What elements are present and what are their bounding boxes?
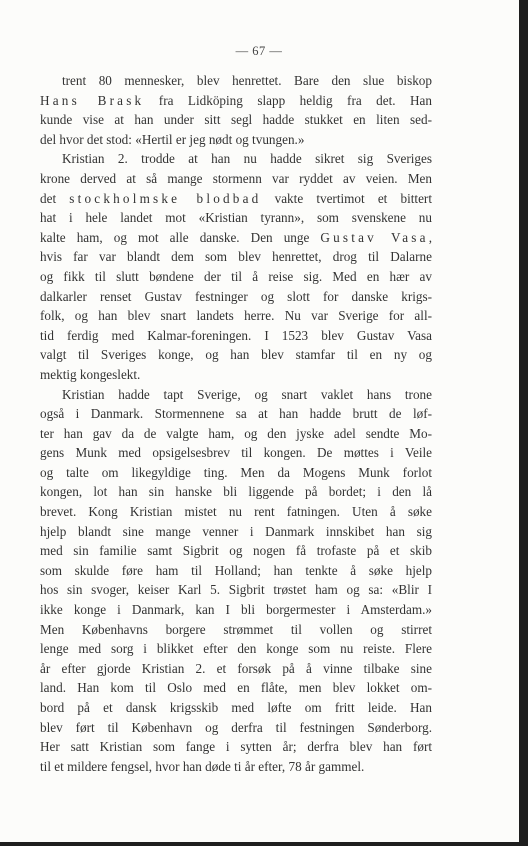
text-run: som skulde føre ham til Holland; han tenkte å søke hjelp (40, 562, 432, 578)
text-run: og fikk til slutt bøndene der til å reise sig. Med en hær av (40, 268, 432, 284)
text-run: hat i hele landet mot «Kristian tyrann», som svenskene nu (40, 210, 432, 226)
text-line (40, 208, 432, 228)
text-line (40, 365, 432, 385)
text-run: hjelp blandt sine mange venner i Danmark innskibet han sig (40, 523, 432, 539)
text-line (40, 385, 432, 405)
text-line (40, 698, 432, 718)
text-line (40, 326, 432, 346)
text-run: Kristian hadde tapt Sverige, og snart vaklet hans trone (62, 386, 432, 402)
text-line (40, 267, 432, 287)
text-line (40, 306, 432, 326)
text-run: kalte ham, og mot alle danske. Den unge (40, 229, 321, 245)
text-run: land. Han kom til Oslo med en flåte, men blev lokket om- (40, 680, 432, 696)
scan-edge-right (519, 0, 528, 846)
text-run: ter han gav da de valgte ham, og den jyske adel sendte Mo- (40, 425, 432, 441)
text-run: kongen, lot han sin hanske bli liggende på bordet; i den lå (40, 484, 432, 500)
text-run: brevet. Kong Kristian mistet nu rent fatningen. Uten å søke (40, 504, 432, 520)
text-run: hos sin svoger, keiser Karl 5. Sigbrit trøstet ham og sa: «Blir I (40, 582, 432, 598)
text-line (40, 91, 432, 111)
text-line (40, 169, 432, 189)
text-run: tid ferdig med Kalmar-foreningen. I 1523 blev Gustav Vasa (40, 327, 432, 343)
text-line (40, 71, 432, 91)
body-text (40, 71, 432, 776)
text-line (40, 620, 432, 640)
text-run: hvis far var blandt dem som blev henrettet, drog til Dalarne (40, 249, 432, 265)
text-run: blev ført til København og derfra til festningen Sønderborg. (40, 719, 432, 735)
text-run: år efter gjorde Kristian 2. et forsøk på å vinne tilbake sine (40, 660, 432, 676)
text-run: Her satt Kristian som fange i sytten år; derfra blev han ført (40, 739, 432, 755)
text-run: bord på et dansk krigsskib med løfte om fritt leide. Han (40, 700, 432, 715)
text-line (40, 541, 432, 561)
text-line (40, 149, 432, 169)
text-line (40, 659, 432, 679)
text-line (40, 600, 432, 620)
text-line (40, 228, 432, 248)
text-line (40, 522, 432, 542)
spaced-name: stockholmske blodbad (69, 190, 262, 206)
text-run: Kristian 2. trodde at han nu hadde sikret sig Sveriges (62, 151, 432, 167)
text-line (40, 424, 432, 444)
paragraph-3 (40, 385, 432, 777)
text-run: også i Danmark. Stormennene sa at han hadde brutt de løf- (40, 406, 432, 422)
text-line (40, 737, 432, 757)
text-run: krone derved at så mange stormenn var ryddet av veien. Men (40, 170, 432, 186)
text-line (40, 404, 432, 424)
text-run: det (40, 190, 70, 206)
scan-edge-bottom (0, 842, 528, 846)
text-run: Men Københavns borgere strømmet til vollen og stirret (40, 621, 432, 637)
text-run: del hvor det stod: «Hertil er jeg nødt og tvungen.» (40, 131, 305, 147)
text-run: kunde vise at han under sitt segl hadde stukket en liten sed- (40, 112, 432, 128)
text-run: vakte tvertimot et bittert (261, 190, 432, 206)
paragraph-2 (40, 149, 432, 384)
text-run: gens Munk med opsigelsesbrev til kongen. De møttes i Veile (40, 445, 432, 461)
text-line (40, 678, 432, 698)
text-run: fra Lidköping slapp heldig fra det. Han (144, 92, 432, 108)
text-line (40, 130, 432, 150)
text-line (40, 443, 432, 463)
text-run: mektig kongeslekt. (40, 366, 141, 382)
text-run: med sin familie samt Sigbrit og nogen få trofaste på et skib (40, 543, 432, 559)
text-run: trent 80 mennesker, blev henrettet. Bare den slue biskop (62, 73, 432, 88)
text-line (40, 757, 432, 777)
text-line (40, 561, 432, 581)
text-line (40, 718, 432, 738)
spaced-name: Hans Brask (40, 92, 145, 108)
page-number: — 67 — (235, 44, 283, 58)
text-run: ikke konge i Danmark, kan I bli borgermester i Amsterdam.» (40, 602, 432, 618)
text-line (40, 502, 432, 522)
text-run: til et mildere fengsel, hvor han døde ti år efter, 78 år gammel. (40, 758, 365, 774)
text-run: folk, og han blev snart landets herre. Nu var Sverige for all- (40, 308, 432, 324)
paragraph-1 (40, 71, 432, 149)
text-line (40, 482, 432, 502)
text-line (40, 345, 432, 365)
text-run: og talte om likegyldige ting. Men da Mogens Munk forlot (40, 464, 432, 480)
text-run: dalkarler renset Gustav festninger og slott for danske krigs- (40, 288, 432, 304)
text-line (40, 580, 432, 600)
spaced-name: Gustav Vasa (320, 229, 429, 245)
text-line (40, 463, 432, 483)
text-run: , (428, 229, 432, 245)
text-line (40, 247, 432, 267)
text-line (40, 189, 432, 209)
text-line (40, 287, 432, 307)
text-run: lenge med sorg i blikket efter den konge som nu reiste. Flere (40, 641, 432, 657)
text-run: valgt til Sveriges konge, og han blev stamfar til en ny og (40, 347, 432, 363)
text-line (40, 110, 432, 130)
text-line (40, 639, 432, 659)
